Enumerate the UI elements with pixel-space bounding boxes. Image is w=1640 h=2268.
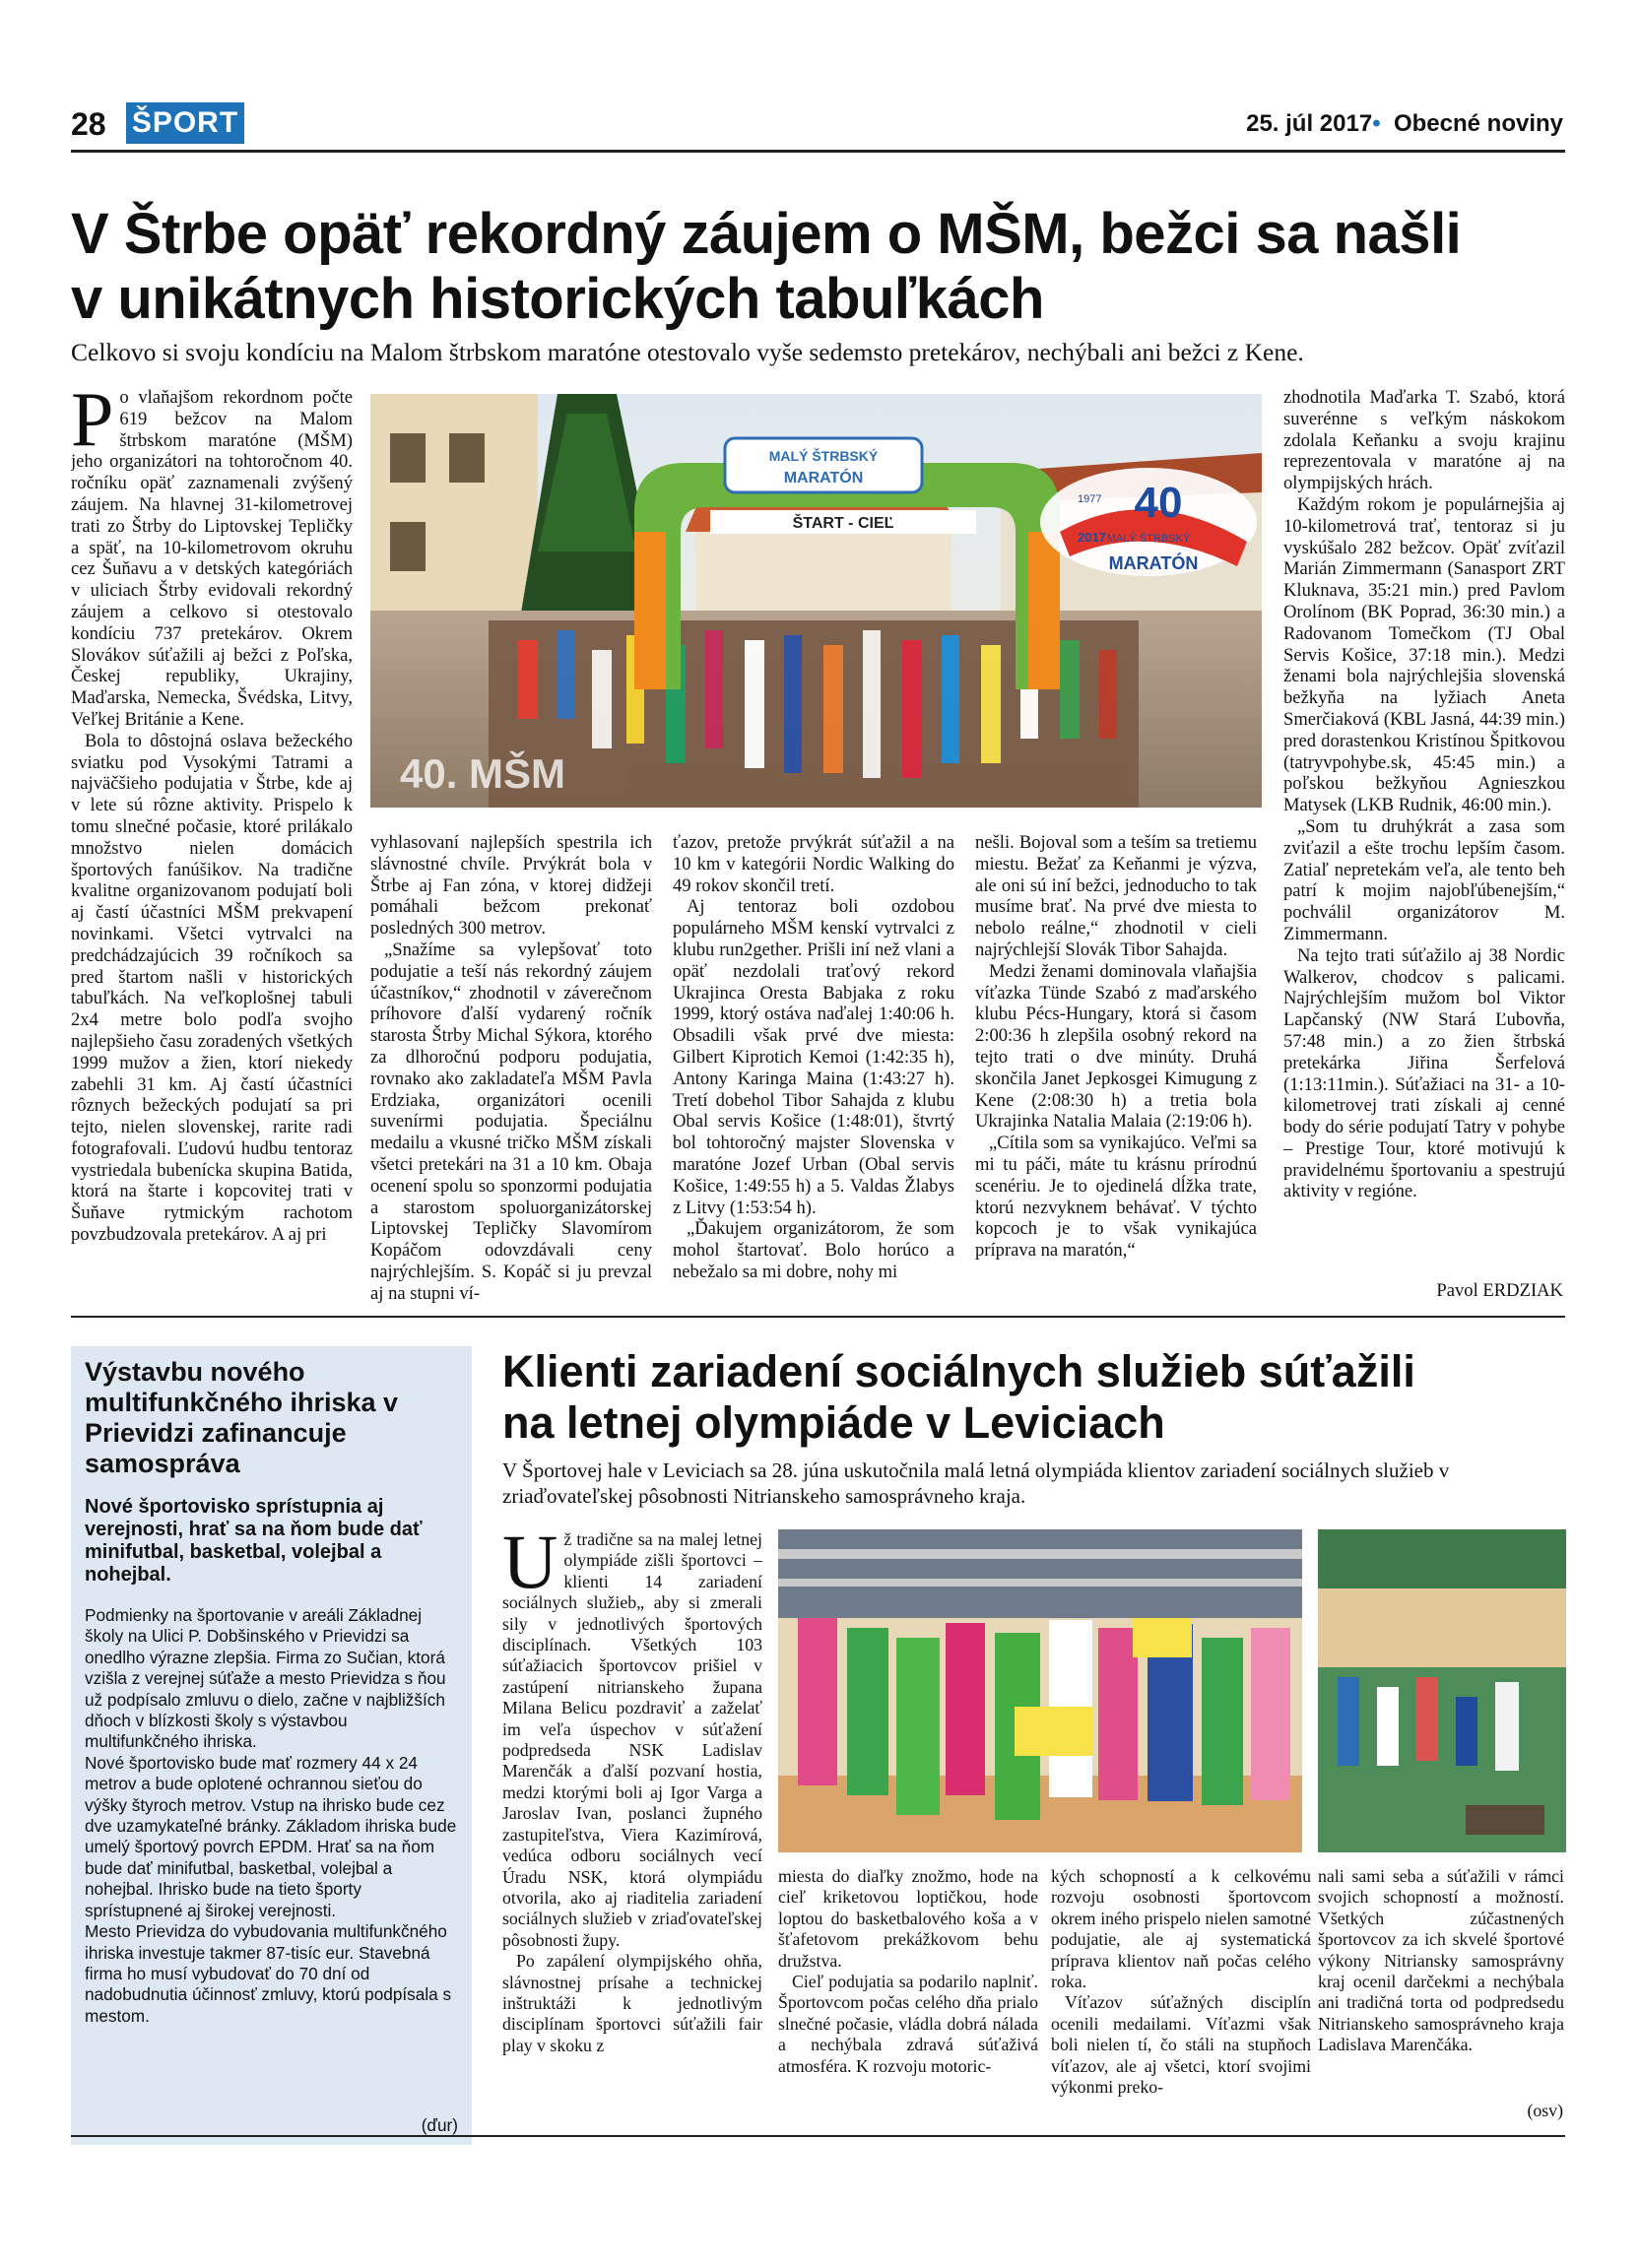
article-2-column-3 <box>1051 1866 1311 2122</box>
article-2-col3-p1: kých schopností a k celkovému rozvoju osobnosti športovcom okrem iného prispelo nielen samotné podujatie, ale aj systematická príprava klientov naň počas celého roka. <box>1051 1866 1311 1992</box>
article-1-column-3 <box>673 832 954 1305</box>
logo-year-to: 2017 <box>1078 530 1106 545</box>
article-1-subheadline: Celkovo si svoju kondíciu na Malom štrbskom maratóne otestovalo vyše sedemsto pretekárov, nechýbali ani bežci z Kene. <box>71 338 1304 366</box>
banner-line1: MALÝ ŠTRBSKÝ <box>768 448 879 464</box>
article-1-col4-p2: Medzi ženami dominovala vlaňajšia víťazka Tünde Szabó z maďarského klubu Pécs-Hungary, ktorá si časom 2:00:36 h zlepšila osobný rekord na tejto trati o dve minúty. Druhá skončila Janet Jepkosgei Kimugung z Kene (2:08:30 h) a tretia bola Ukrajinka Natalia Malaia (2:19:06 h). <box>975 960 1257 1133</box>
article-2-headline <box>502 1346 1566 1449</box>
header-separator: • <box>1372 110 1381 137</box>
article-2-headline-line1: Klienti zariadení sociálnych služieb súťažili <box>502 1346 1415 1396</box>
logo-top-text: MALÝ ŠTRBSKÝ <box>1106 533 1191 545</box>
article-1-dropcap: P <box>71 387 114 462</box>
article-1-col1-p1 <box>71 387 353 731</box>
article-1-col2-p2: „Snažíme sa vylepšovať toto podujatie a teší nás rekordný záujem účastníkov,“ zhodnotil v záverečnom príhovore ďalší vydarený ročník starosta Štrby Michal Sýkora, ktorého za dlhoročnú podporu podujatia, rovnako ako zakladateľa MŠM Pavla Erdziaka, organizátori ocenili suvenírmi podujatia. Špeciálnu medailu a vkusné tričko MŠM získali všetci pretekári na 31 a 10 km. Obaja ocenení spolu so sponzormi podujatia a starostom spoluorganizátorskej Liptovskej Tepličky Slavomírom Kopáčom odovzdávali ceny najrýchlejším. S. Kopáč si ju prevzal aj na stupni ví- <box>370 939 652 1304</box>
sidebar-p1: Podmienky na športovanie v areáli Základnej školy na Ulici P. Dobšinského v Prievidzi sa onedlho výrazne zlepšia. Firma zo Sučian, ktorá vzišla z verejnej súťaže a mesto Prievidza s ňou už podpísalo zmluvu o dielo, začne v najbližších dňoch v blízkosti školy s výstavbou multifunkčného ihriska. <box>85 1605 446 1752</box>
article-1-headline-line1: V Štrbe opäť rekordný záujem o MŠM, bežci sa našli <box>71 202 1462 266</box>
article-2-column-2 <box>778 1866 1038 2122</box>
olympiad-hall-photo <box>1318 1529 1566 1852</box>
sidebar-signature: (ďur) <box>421 2115 458 2135</box>
article-1-col5-p2: Každým rokom je populárnejšia aj 10-kilometrová trať, tentoraz si ju vyskúšalo 282 bežcov. Opäť zvíťazil Marián Zimmermann (Sanasport ZRT Kluknava, 35:21 min.) pred Pavlom Orolínom (BK Poprad, 36:30 min.) a Radovanom Tomečkom (TJ Obal Servis Košice, 37:18 min.). Medzi ženami bola najrýchlejšia slovenská bežkyňa na lyžiach Aneta Smerčiaková (KBL Jasná, 44:39 min.) pred dorastenkou Kristínou Špitkovou (tatryvpohybe.sk, 45:45 min.) a poľskou bežkyňou Agnieszkou Matysek (LKB Rudnik, 46:00 min.). <box>1283 493 1565 816</box>
logo-text: MARATÓN <box>1108 553 1199 573</box>
publication-name: Obecné noviny <box>1393 110 1563 137</box>
article-1-col1-p1-text: o vlaňajšom rekordnom počte 619 bežcov na Malom štrbskom maratóne (MŠM) jeho organizátori na tohtoročnom 40. ročníku opäť zaznamenali zvýšený záujem. Na hlavnej 31-kilometrovej trati zo Štrby do Liptovskej Tepličky a späť, na 10-kilometrovom okruhu cez Šuňavu a v detských kategóriách v uliciach Štrby evidovali rekordný záujem a celkovo si otestovalo kondíciu 737 pretekárov. Okrem Slovákov súťažili aj bežci z Poľska, Českej republiky, Ukrajiny, Maďarska, Nemecka, Švédska, Litvy, Veľkej Británie a Kene. <box>71 387 353 730</box>
sidebar-body <box>85 1605 464 2027</box>
start-finish-label: ŠTART - CIEĽ <box>792 515 894 532</box>
article-1-column-2 <box>370 832 652 1305</box>
article-1-col2-p1: vyhlasovaní najlepších spestrila ich slávnostné chvíle. Prvýkrát bola v Štrbe aj Fan zóna, v ktorej didžeji pomáhali bežcom prekonať posledných 300 metrov. <box>370 832 652 940</box>
header-rule <box>71 150 1565 153</box>
sidebar-lead: Nové športovisko sprístupnia aj verejnosti, hrať sa na ňom bude dať minifutbal, basketbal, volejbal a nohejbal. <box>85 1496 423 1586</box>
article-1-col3-p3: „Ďakujem organizátorom, že som mohol štartovať. Bolo horúco a nebežalo sa mi dobre, nohy mi <box>673 1218 954 1282</box>
article-2-author: (osv) <box>1527 2101 1563 2120</box>
article-2-col4-p1: nali sami seba a súťažili v rámci svojich schopností a možností. Všetkých zúčastnených športovcov za ich skvelé športové výkony Nitriansky samosprávny kraj ocenil darčekmi a nechýbala ani tradičná torta od podpredsedu Nitrianskeho samosprávneho kraja Ladislava Marenčáka. <box>1318 1866 1564 2055</box>
sidebar-p2: Nové športovisko bude mať rozmery 44 x 24 metrov a bude oplotené ochrannou sieťou do výšky štyroch metrov. Vstup na ihrisko bude cez dve uzamykateľné bránky. Základom ihriska bude umelý športový povrch EPDM. Hrať sa na ňom bude dať minifutbal, basketbal, volejbal a nohejbal. Ihrisko bude na tieto športy sprístupnené aj širokej verejnosti. <box>85 1752 457 1920</box>
article-2-col1-p1-text: ž tradične sa na malej letnej olympiáde zišli športovci – klienti 14 zariadení sociálnych služieb„ aby si zmerali sily v jednotlivých športových disciplínach. Všetkých 103 súťažiacich športovcov prišiel v zastúpení nitrianskeho župana Milana Belicu pozdraviť a zaželať im veľa úspechov v súťažení podpredseda NSK Ladislav Marenčák a ďalší pozvaní hostia, medzi ktorými boli aj Igor Varga a Jaroslav Ivan, poslanci župného zastupiteľstva, Viera Kazimírová, vedúca odboru sociálnych vecí Úradu NSK, ktorá olympiádu otvorila, ako aj riaditelia zariadení sociálnych služieb v zriaďovateľskej pôsobnosti župy. <box>502 1529 762 1950</box>
marathon-start-photo <box>370 394 1262 808</box>
sidebar-p3: Mesto Prievidza do vybudovania multifunkčného ihriska investuje takmer 87-tisíc eur. Stavebná firma ho musí vybudovať do 70 dní od nadobudnutia účinnosť zmluvy, ktorú podpísala s mestom. <box>85 1921 452 2026</box>
article-2-col2-p2: Cieľ podujatia sa podarilo naplniť. Športovcom počas celého dňa prialo slnečné počasie, vládla dobrá nálada a nechýbala zdravá súťaživá atmosféra. K rozvoju motoric- <box>778 1972 1038 2076</box>
article-1-col3-p2: Aj tentoraz boli ozdobou populárneho MŠM kenskí vytrvalci z klubu run2gether. Prišli iní než vlani a opäť nezdolali traťový rekord Ukrajinca Oresta Babjaka z roku 1999, ktorý ostáva naďalej 1:40:06 h. Obsadili však prvé dve miesta: Gilbert Kiprotich Kemoi (1:42:35 h), Antony Karinga Maina (1:43:27 h). Tretí dobehol Tibor Sahajda z klubu Obal servis Košice (1:48:01), štvrtý bol tohtoročný majster Slovenska v maratóne Jozef Urban (Obal servis Košice, 1:49:55 h) a 5. Valdas Žlabys z Litvy (1:53:54 h). <box>673 896 954 1218</box>
article-2-dropcap: U <box>502 1529 558 1604</box>
article-1-author: Pavol ERDZIAK <box>1436 1280 1563 1301</box>
article-2-headline-line2: na letnej olympiáde v Leviciach <box>502 1397 1165 1448</box>
issue-date: 25. júl 2017 <box>1246 110 1373 137</box>
article-1-headline-line2: v unikátnych historických tabuľkách <box>71 267 1044 331</box>
sidebar-title: Výstavbu nového multifunkčného ihriska v Prievidzi zafinancuje samospráva <box>85 1357 399 1478</box>
article-1-col5-p4: Na tejto trati súťažilo aj 38 Nordic Walkerov, chodcov s palicami. Najrýchlejším mužom bol Viktor Lapčanský (NW Stará Ľubovňa, 57:48 min.) a zo žien štrbská pretekárka Jiřina Šerfelová (1:13:11min.). Súťažiaci na 31- a 10-kilometrovej trati získali aj cenné body do série podujatí Tatry v pohybe – Prestige Tour, ktoré motivujú k pravidelnému športovaniu a spestrujú aktivity v regióne. <box>1283 944 1565 1202</box>
section-divider <box>71 1316 1565 1318</box>
article-2-col1-p1 <box>502 1529 762 1951</box>
page-number: 28 <box>71 106 106 142</box>
logo-year-from: 1977 <box>1078 493 1102 505</box>
article-1-headline <box>71 202 1568 332</box>
article-2-column-4 <box>1318 1866 1564 2122</box>
bottom-rule <box>71 2135 1565 2137</box>
article-1-col5-p3: „Som tu druhýkrát a zasa som zviťazil a ešte trochu lepším časom. Zatiaľ nepretekám veľa, ale tento beh patrí k mojim najobľúbenejším,“ pochválil organizátorov M. Zimmermann. <box>1283 815 1565 944</box>
photo-watermark: 40. MŠM <box>400 750 566 797</box>
article-1-column-1 <box>71 387 353 1305</box>
section-badge: ŠPORT <box>126 102 244 144</box>
logo-number: 40 <box>1134 479 1183 527</box>
banner-line2: MARATÓN <box>783 470 864 486</box>
article-1-col3-p1: ťazov, pretože prvýkrát súťažil a na 10 km v kategórii Nordic Walking do 49 rokov skončil tretí. <box>673 832 954 896</box>
olympiad-group-photo <box>778 1529 1302 1852</box>
article-1-column-4 <box>975 832 1257 1305</box>
article-1-col4-p3: „Cítila som sa vynikajúco. Veľmi sa mi tu páči, máte tu krásnu prírodnú scenériu. Je to ojedinelá dĺžka trate, ktorú nezvyknem behávať. V týchto kopcoch je to však vynikajúca príprava na maratón,“ <box>975 1133 1257 1262</box>
article-2-column-1 <box>502 1529 762 2120</box>
issue-info <box>1246 110 1563 138</box>
article-2-col2-p1: miesta do diaľky znožmo, hode na cieľ kriketovou loptičkou, hode loptou do basketbalového koša a v šťafetovom prekážkovom behu družstva. <box>778 1866 1038 1971</box>
article-1-col5-p1: zhodnotila Maďarka T. Szabó, ktorá suverénne s veľkým náskokom zdolala Keňanku a svoju krajinu reprezentovala v maratóne aj na olympijských hrách. <box>1283 387 1565 494</box>
article-2-subheadline: V Športovej hale v Leviciach sa 28. júna uskutočnila malá letná olympiáda klientov zariadení sociálnych služieb v zriaďovateľskej pôsobnosti Nitrianskeho samosprávneho kraja. <box>502 1458 1450 1508</box>
article-1-col4-p1: nešli. Bojoval som a teším sa tretiemu miestu. Bežať za Keňanmi je výzva, ale oni sú iní bežci, jednoducho to tak musíme brať. Na prvé dve miesta to nebolo reálne,“ zhodnotil v cieli najrýchlejší Slovák Tibor Sahajda. <box>975 832 1257 960</box>
article-2-col3-p2: Víťazov súťažných disciplín ocenili medailami. Víťazmi však boli nielen tí, čo stáli na stupňoch víťazov, ale aj všetci, ktorí svojimi výkonmi preko- <box>1051 1992 1311 2098</box>
article-2-col1-p2: Po zapálení olympijského ohňa, slávnostnej prísahe a technickej inštruktáži k jednotlivým disciplínam športovci súťažili fair play v skoku z <box>502 1951 762 2055</box>
article-1-column-5 <box>1283 387 1565 1293</box>
article-1-col1-p2: Bola to dôstojná oslava bežeckého sviatku pod Vysokými Tatrami a najväčšieho podujatia v Štrbe, kde aj v lete sú rôzne aktivity. Prispelo k tomu slnečné počasie, ktoré prilákalo množstvo nielen domácich športových fanúšikov. Na tradične kvalitne organizovanom podujatí boli aj častí účastníci MŠM prekvapení novinkami. Všetci vytrvalci na predchádzajúcich 39 ročníkoch sa pred štartom našli v historických tabuľkách. Na veľkoplošnej tabuli 2x4 metre bolo podľa svojho najlepšieho času zoradených všetkých 1999 mužov a žien, ktorí niekedy zabehli 31 km. Aj častí účastníci rôznych bežeckých podujatí sa pri tejto, nielen slovenskej, rarite radi fotografovali. Ľudovú hudbu tentoraz vystriedala bubenícka skupina Batida, ktorá na štarte i kopcovitej trati v Šuňave rytmickým rachotom povzbudzovala pretekárov. A aj pri <box>71 730 353 1246</box>
